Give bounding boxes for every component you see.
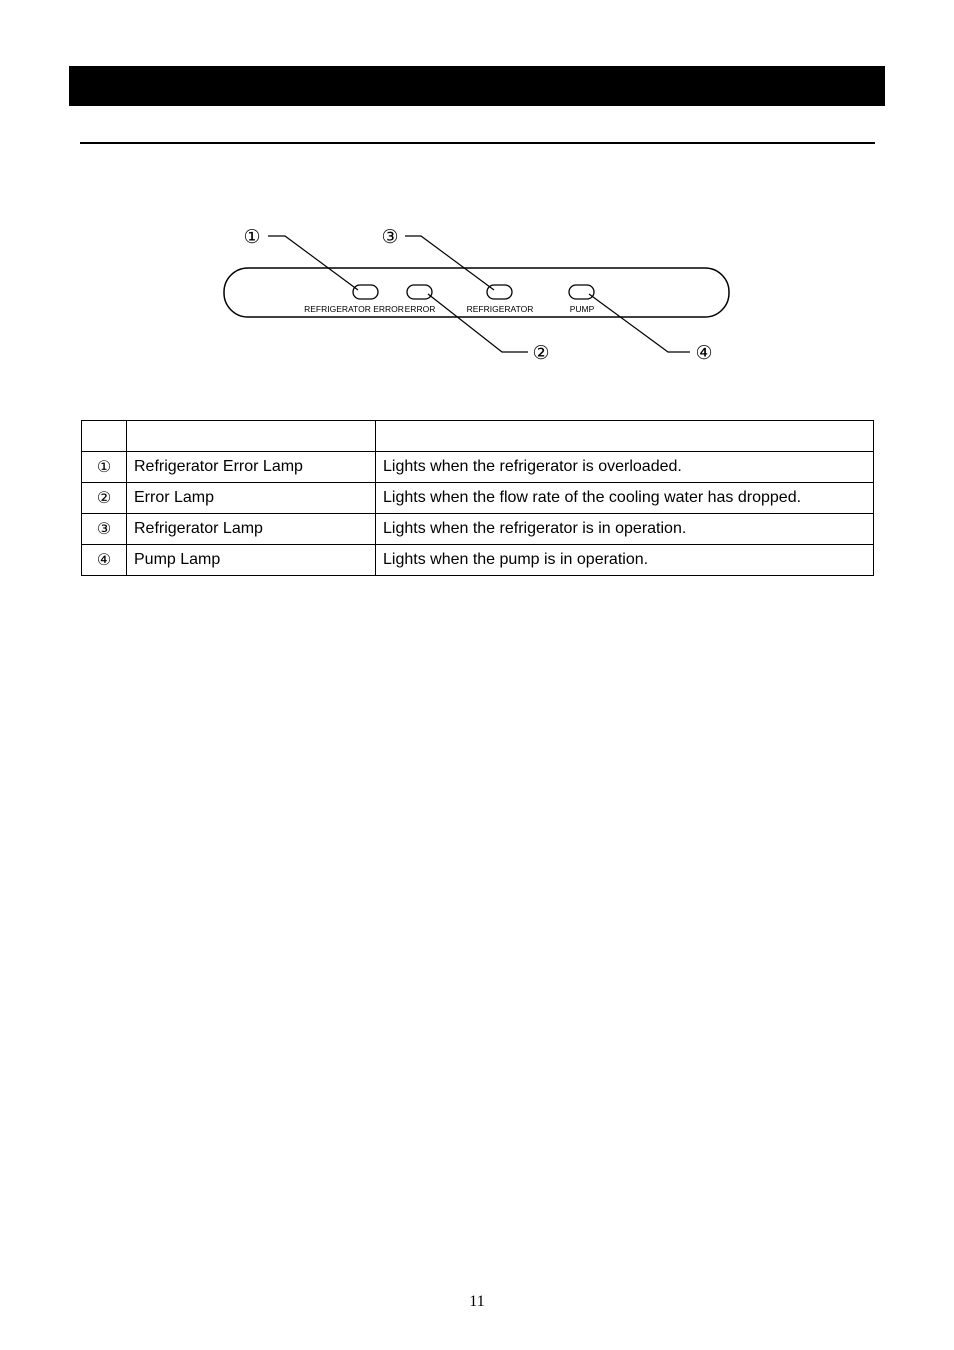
callout-leader-4 — [589, 294, 690, 352]
table-header-row — [82, 421, 874, 452]
refrigerator-error-lamp-icon — [353, 285, 378, 299]
row-number: ④ — [82, 545, 127, 576]
callout-number-3: ③ — [381, 227, 399, 248]
table-row — [82, 483, 874, 514]
panel-label-error: ERROR — [404, 304, 436, 314]
callout-number-2: ② — [532, 343, 550, 364]
row-number: ② — [82, 483, 127, 514]
lamp-name: Pump Lamp — [127, 545, 376, 576]
table-header-cell — [127, 421, 376, 452]
lamp-table — [81, 420, 874, 576]
table-row — [82, 514, 874, 545]
callout-number-1: ① — [243, 227, 261, 248]
lamp-description: Lights when the refrigerator is in operation. — [376, 514, 874, 545]
callout-number-4: ④ — [695, 343, 713, 364]
panel-label-pump: PUMP — [569, 304, 595, 314]
page-number: 11 — [469, 1293, 485, 1310]
row-number: ① — [82, 452, 127, 483]
pump-lamp-icon — [569, 285, 594, 299]
lamp-name: Refrigerator Error Lamp — [127, 452, 376, 483]
control-panel-diagram — [0, 0, 954, 400]
table-header-cell — [82, 421, 127, 452]
table-header-cell — [376, 421, 874, 452]
row-number: ③ — [82, 514, 127, 545]
panel-label-refrigerator-error: REFRIGERATOR ERROR — [304, 304, 404, 314]
lamp-description: Lights when the refrigerator is overloaded. — [376, 452, 874, 483]
lamp-description: Lights when the flow rate of the cooling water has dropped. — [376, 483, 874, 514]
callout-leader-2 — [428, 294, 528, 352]
callout-leader-3 — [405, 236, 494, 290]
lamp-name: Error Lamp — [127, 483, 376, 514]
lamp-description: Lights when the pump is in operation. — [376, 545, 874, 576]
panel-label-refrigerator: REFRIGERATOR — [466, 304, 534, 314]
table-row — [82, 452, 874, 483]
error-lamp-icon — [407, 285, 432, 299]
table-row — [82, 545, 874, 576]
lamp-name: Refrigerator Lamp — [127, 514, 376, 545]
callout-leader-1 — [268, 236, 358, 290]
